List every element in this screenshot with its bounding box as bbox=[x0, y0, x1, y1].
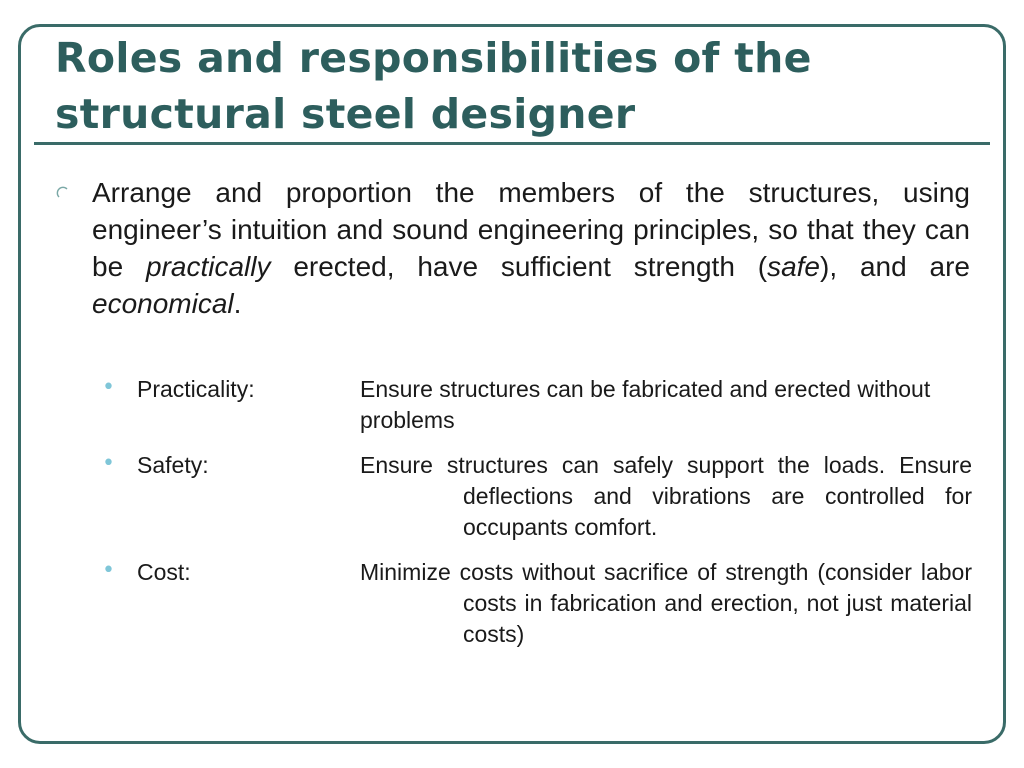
sub-point-label: Cost: bbox=[137, 559, 191, 585]
sub-point-description: Ensure structures can be fabricated and erected without problems bbox=[360, 376, 931, 433]
filled-dot-bullet-icon: • bbox=[102, 558, 115, 583]
sub-point-label: Practicality: bbox=[137, 376, 255, 402]
main-point-segment: Arrange and proportion the members of the structures, using engineer’s intuition and sound engineering principles, so that they can be bbox=[92, 177, 970, 282]
main-point-segment: ), and are bbox=[820, 251, 970, 282]
main-point-text bbox=[92, 174, 970, 322]
main-point-emphasis-safe: safe bbox=[767, 251, 821, 282]
main-point-emphasis-economical: economical bbox=[92, 288, 234, 319]
sub-point-cost bbox=[102, 557, 972, 650]
sub-point-safety bbox=[102, 450, 972, 543]
sub-point-list bbox=[102, 374, 972, 664]
sub-point-label: Safety: bbox=[137, 452, 209, 478]
main-point-emphasis-practically: practically bbox=[146, 251, 271, 282]
filled-dot-bullet-icon: • bbox=[102, 451, 115, 476]
sub-point-description: Ensure structures can safely support the loads. Ensure deflections and vibrations are controlled for occupants comfort. bbox=[360, 452, 972, 540]
main-point-segment: erected, have sufficient strength ( bbox=[270, 251, 768, 282]
sub-point-description: Minimize costs without sacrifice of strength (consider labor costs in fabrication and erection, not just material costs) bbox=[360, 559, 972, 647]
hollow-arc-bullet-icon bbox=[56, 186, 70, 200]
slide-title: Roles and responsibilities of the structural steel designer bbox=[55, 34, 812, 138]
main-point-segment: . bbox=[233, 288, 242, 319]
title-divider bbox=[34, 142, 990, 145]
filled-dot-bullet-icon: • bbox=[102, 375, 115, 400]
sub-point-practicality bbox=[102, 374, 972, 436]
